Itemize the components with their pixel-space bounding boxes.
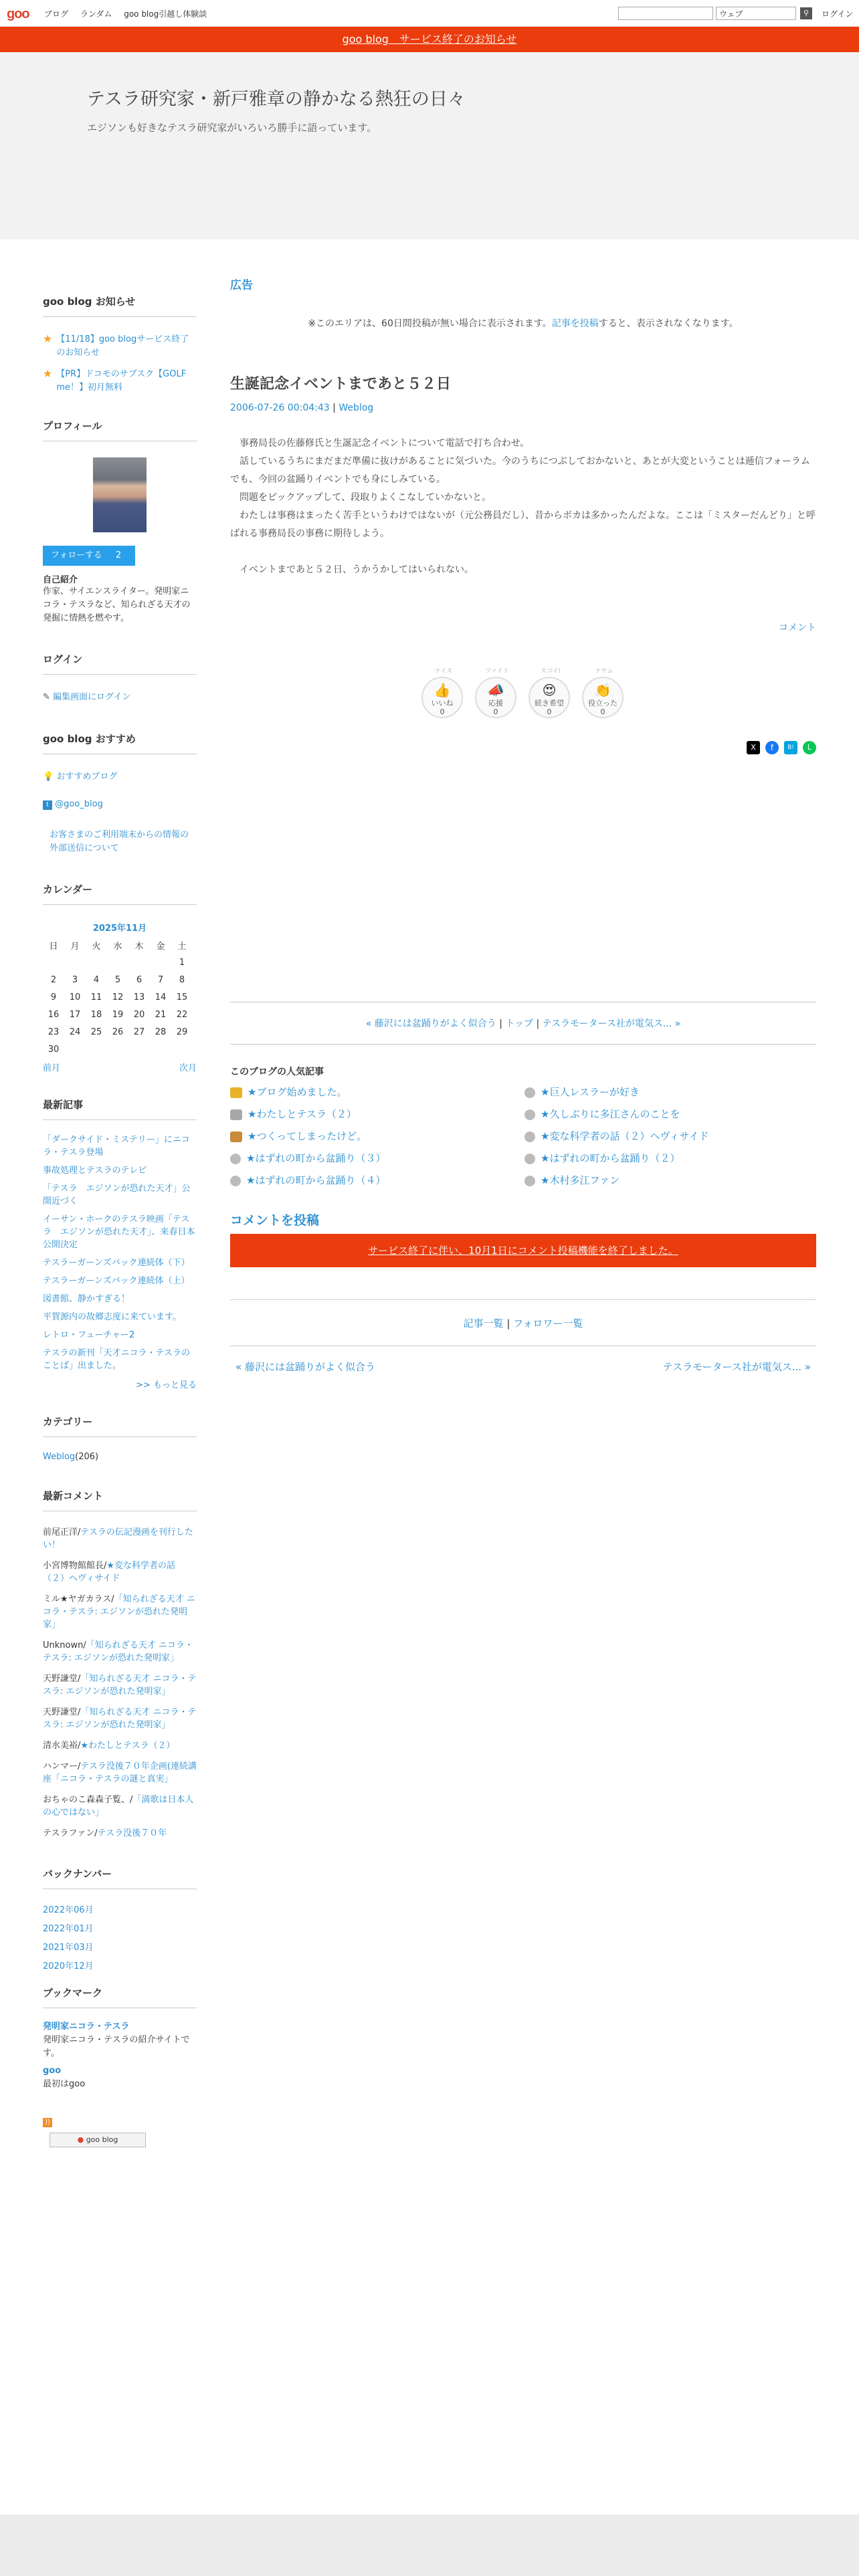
calendar-day bbox=[171, 1041, 193, 1058]
calendar-day: 26 bbox=[112, 1027, 124, 1037]
rank-circle-icon bbox=[230, 1176, 241, 1186]
crown-silver-icon bbox=[230, 1109, 242, 1120]
article-date[interactable]: 2006-07-26 00:04:43 bbox=[230, 403, 330, 413]
calendar-day: 17 bbox=[69, 1009, 81, 1020]
calendar-day: 23 bbox=[47, 1027, 60, 1037]
news-heading: goo blog お知らせ bbox=[43, 294, 197, 317]
backnumber-link[interactable]: 2020年12月 bbox=[43, 1961, 94, 1971]
twitter-icon: t bbox=[43, 800, 52, 810]
calendar-day: 9 bbox=[50, 992, 57, 1002]
category-heading: カテゴリー bbox=[43, 1414, 197, 1437]
calendar-week bbox=[43, 1006, 193, 1023]
recent-comment bbox=[43, 1794, 197, 1819]
recent-articles-heading: 最新記事 bbox=[43, 1097, 197, 1120]
recent-article-link[interactable]: 平賀源内の故郷志度に来ています。 bbox=[43, 1312, 181, 1322]
article-body bbox=[230, 435, 816, 579]
calendar-day bbox=[64, 1041, 86, 1058]
popular-item bbox=[524, 1085, 640, 1099]
hatena-bookmark-icon[interactable]: B! bbox=[784, 741, 797, 754]
calendar-day: 19 bbox=[112, 1009, 124, 1020]
calendar-day bbox=[107, 954, 128, 971]
news-list bbox=[43, 333, 197, 395]
recent-comments-heading: 最新コメント bbox=[43, 1489, 197, 1511]
top-link-blog[interactable]: ブログ bbox=[44, 9, 69, 19]
rank-circle-icon bbox=[524, 1109, 535, 1120]
popular-item bbox=[230, 1151, 385, 1165]
calendar-day: 21 bbox=[155, 1009, 167, 1020]
profile-heading: プロフィール bbox=[43, 419, 197, 441]
comment-article-link[interactable]: ★変な科学者の話（２）ヘヴィサイド bbox=[43, 1561, 176, 1584]
blog-top-link[interactable]: トップ bbox=[505, 1018, 534, 1029]
facebook-share-icon[interactable]: f bbox=[765, 741, 779, 754]
reaction-helpful-button[interactable] bbox=[582, 668, 624, 718]
goo-badge-logo-icon: ● bbox=[77, 2135, 84, 2144]
calendar-week bbox=[43, 1023, 193, 1041]
recommend-heading: goo blog おすすめ bbox=[43, 732, 197, 754]
prev-article-link[interactable]: « 藤沢には盆踊りがよく似合う bbox=[365, 1018, 496, 1029]
calendar-day: 12 bbox=[112, 992, 124, 1002]
popular-link[interactable]: ★ブログ始めました。 bbox=[248, 1086, 347, 1098]
calendar-day: 15 bbox=[176, 992, 188, 1002]
calendar-next-link[interactable]: 次月 bbox=[179, 1063, 197, 1073]
popular-list bbox=[230, 1085, 816, 1198]
category-link[interactable]: Weblog bbox=[43, 1452, 76, 1462]
calendar-week bbox=[43, 1041, 193, 1058]
recent-article-link[interactable]: イーサン・ホークのテスラ映画「テスラ エジソンが恐れた天才」、来春日本公開決定 bbox=[43, 1214, 195, 1250]
calendar-day: 30 bbox=[47, 1044, 60, 1055]
twitter-link[interactable]: @goo_blog bbox=[55, 799, 103, 809]
post-article-link[interactable]: 記事を投稿 bbox=[551, 318, 599, 329]
recent-article-link[interactable]: テスラーガーンズバック連続体（下） bbox=[43, 1258, 190, 1268]
recent-article-link[interactable]: テスラの新刊「天才ニコラ・テスラのことば」出ました。 bbox=[43, 1348, 190, 1371]
reaction-label: いいね bbox=[431, 699, 454, 708]
top-link-moving[interactable]: goo blog引越し体験談 bbox=[124, 9, 207, 19]
weekday: 木 bbox=[134, 941, 144, 952]
backnumber-heading: バックナンバー bbox=[43, 1866, 197, 1889]
reaction-more-button[interactable] bbox=[529, 668, 570, 718]
calendar-day: 20 bbox=[133, 1009, 145, 1020]
bookmark-link[interactable]: 発明家ニコラ・テスラ bbox=[43, 2022, 130, 2032]
comment-author: 天野謙堂/ bbox=[43, 1674, 81, 1684]
crown-bronze-icon bbox=[230, 1132, 242, 1142]
comment-article-link[interactable]: 「知られざる天才 ニコラ・テスラ: エジソンが恐れた発明家」 bbox=[43, 1594, 195, 1630]
article-meta bbox=[230, 403, 816, 413]
category-count: (206) bbox=[75, 1452, 99, 1462]
popular-item bbox=[230, 1173, 385, 1187]
recent-comment bbox=[43, 1739, 197, 1752]
bookmark-desc: 最初はgoo bbox=[43, 2079, 86, 2089]
calendar-month: 2025年11月 bbox=[92, 924, 147, 934]
editor-login-link[interactable]: 編集画面にログイン bbox=[53, 692, 131, 702]
megaphone-icon: 📣 bbox=[487, 682, 504, 698]
calendar-day bbox=[150, 954, 171, 971]
comment-author: 天野謙堂/ bbox=[43, 1707, 81, 1717]
comment-author: テスラファン/ bbox=[43, 1828, 98, 1838]
calendar-day: 13 bbox=[133, 992, 145, 1002]
popular-item bbox=[524, 1173, 619, 1187]
calendar-day: 4 bbox=[93, 974, 100, 985]
follow-count: 2 bbox=[115, 550, 122, 560]
comment-article-link[interactable]: 「知られざる天才 ニコラ・テスラ: エジソンが恐れた発明家」 bbox=[43, 1674, 197, 1697]
weekday: 水 bbox=[113, 941, 122, 952]
bookmark-list bbox=[43, 2020, 197, 2091]
goo-logo[interactable]: goo bbox=[7, 7, 29, 21]
ad-notice bbox=[230, 316, 816, 330]
pencil-icon: ✎ bbox=[43, 692, 50, 702]
popular-link[interactable]: ★つくってしまったけど。 bbox=[248, 1130, 367, 1142]
calendar-day: 7 bbox=[157, 974, 164, 985]
rank-circle-icon bbox=[230, 1154, 241, 1164]
intro-text: 作家、サイエンスライター。発明家ニコラ・テスラなど、知られざる天才の発掘に情熱を燃やす。 bbox=[43, 586, 191, 623]
heart-eyes-icon: 😍 bbox=[542, 682, 557, 698]
top-link-random[interactable]: ランダム bbox=[80, 9, 112, 19]
calendar-day bbox=[107, 1041, 128, 1058]
reaction-tag: ファイト bbox=[485, 668, 509, 675]
article-title[interactable]: 生誕記念イベントまであと５２日 bbox=[230, 376, 452, 393]
top-links bbox=[44, 8, 216, 19]
profile-avatar[interactable] bbox=[93, 457, 147, 532]
comment-author: Unknown/ bbox=[43, 1640, 86, 1650]
star-icon: ★ bbox=[43, 332, 53, 345]
calendar-weekdays bbox=[43, 936, 193, 954]
weekday: 土 bbox=[177, 941, 187, 952]
bookmark-heading: ブックマーク bbox=[43, 1985, 197, 2008]
rank-circle-icon bbox=[524, 1176, 535, 1186]
lightbulb-icon: 💡 bbox=[43, 772, 54, 782]
reaction-label: 続き希望 bbox=[535, 699, 564, 708]
comment-author: ハンマー/ bbox=[43, 1761, 81, 1772]
weekday: 月 bbox=[70, 941, 80, 952]
recommend-item bbox=[43, 769, 197, 782]
recent-article-link[interactable]: テスラーガーンズバック連続体（上） bbox=[43, 1276, 190, 1286]
recent-comment bbox=[43, 1560, 197, 1585]
backnumber-link[interactable]: 2022年01月 bbox=[43, 1924, 94, 1934]
reaction-tag: スゴイ! bbox=[540, 668, 561, 675]
reaction-tag: ナヤム bbox=[595, 668, 613, 675]
page-footer bbox=[0, 2514, 859, 2576]
search-input[interactable] bbox=[618, 7, 713, 20]
news-link-golf[interactable]: 【PR】ドコモのサブスク【GOLF me！】初月無料 bbox=[56, 369, 187, 393]
blog-description: エジソンも好きなテスラ研究家がいろいろ勝手に語っています。 bbox=[87, 122, 377, 134]
recent-article-link[interactable]: レトロ・フューチャー2 bbox=[43, 1330, 135, 1340]
rank-circle-icon bbox=[524, 1154, 535, 1164]
comment-post-heading: コメントを投稿 bbox=[230, 1213, 320, 1228]
search-scope-select[interactable]: ウェブ bbox=[716, 7, 796, 20]
service-end-link[interactable]: goo blog サービス終了のお知らせ bbox=[342, 33, 517, 45]
article-paragraph: 問題をピックアップして、段取りよくこなしていかないと。 bbox=[240, 492, 492, 503]
calendar-day: 1 bbox=[179, 957, 185, 968]
calendar-day: 14 bbox=[155, 992, 167, 1002]
weekday: 火 bbox=[92, 941, 101, 952]
popular-link[interactable]: ★はずれの町から盆踊り（３） bbox=[246, 1152, 386, 1164]
calendar-day: 8 bbox=[179, 974, 185, 985]
comment-article-link[interactable]: 「知られざる天才 ニコラ・テスラ: エジソンが恐れた発明家」 bbox=[43, 1707, 197, 1730]
article-category[interactable]: Weblog bbox=[339, 403, 374, 413]
article-nav: « 藤沢には盆踊りがよく似合う | トップ | テスラモータース社が電気ス... » bbox=[230, 1002, 816, 1045]
rss-icon[interactable]: )) bbox=[43, 2118, 52, 2127]
comment-author: ミル★ヤガカラス/ bbox=[43, 1594, 114, 1604]
weekday: 金 bbox=[156, 941, 165, 952]
bookmark-link[interactable]: goo bbox=[43, 2066, 62, 2076]
reaction-tag: ナイス bbox=[434, 668, 453, 675]
recent-comment bbox=[43, 1593, 197, 1631]
top-bar bbox=[0, 0, 859, 27]
blog-header bbox=[0, 52, 859, 239]
calendar-day: 27 bbox=[133, 1027, 145, 1037]
recommend-blogs-link[interactable]: おすすめブログ bbox=[56, 772, 118, 782]
bottom-prev-link[interactable]: « 藤沢には盆踊りがよく似合う bbox=[235, 1361, 375, 1373]
recent-comment bbox=[43, 1639, 197, 1665]
popular-link[interactable]: ★はずれの町から盆踊り（４） bbox=[246, 1174, 386, 1186]
popular-item bbox=[230, 1085, 347, 1099]
calendar-day bbox=[86, 954, 107, 971]
popular-item bbox=[524, 1107, 680, 1121]
popular-item bbox=[230, 1129, 367, 1143]
comment-author: 清水美裕/ bbox=[43, 1741, 81, 1751]
bookmark-desc: 発明家ニコラ・テスラの紹介サイトです。 bbox=[43, 2035, 190, 2058]
comment-article-link[interactable]: 「満歌は日本人の心ではない」 bbox=[43, 1795, 194, 1818]
comment-article-link[interactable]: テスラの伝記漫画を刊行したい！ bbox=[43, 1527, 193, 1550]
calendar-day: 22 bbox=[176, 1009, 188, 1020]
recent-article-link[interactable]: 「ダークサイド・ミステリー」にニコラ・テスラ登場 bbox=[43, 1135, 190, 1158]
x-share-icon[interactable]: X bbox=[747, 741, 760, 754]
popular-link[interactable]: ★巨人レスラーが好き bbox=[541, 1086, 640, 1098]
login-heading: ログイン bbox=[43, 652, 197, 675]
recent-article-link[interactable]: 事故処理とテスラのテレビ bbox=[43, 1166, 147, 1176]
follower-list-link[interactable]: フォロワー一覧 bbox=[513, 1317, 583, 1329]
backnumber-link[interactable]: 2021年03月 bbox=[43, 1943, 94, 1953]
reaction-buttons bbox=[230, 661, 816, 741]
comment-author: 小宮博物館館長/ bbox=[43, 1561, 107, 1571]
external-info-link[interactable]: お客さまのご利用端末からの情報の外部送信について bbox=[50, 830, 189, 853]
recent-comment bbox=[43, 1706, 197, 1731]
popular-item bbox=[230, 1107, 357, 1121]
main-content bbox=[230, 276, 816, 1374]
calendar-day bbox=[86, 1041, 107, 1058]
reaction-count: 0 bbox=[493, 708, 498, 716]
follow-label: フォローする bbox=[51, 550, 102, 560]
calendar-week bbox=[43, 971, 193, 988]
next-article-link[interactable]: テスラモータース社が電気ス... » bbox=[542, 1018, 681, 1029]
recent-article-link[interactable]: 図書館、静かすぎる！ bbox=[43, 1294, 130, 1304]
backnumber-list bbox=[43, 1901, 197, 1971]
recent-comment bbox=[43, 1827, 197, 1840]
service-end-banner bbox=[0, 27, 859, 52]
comment-closed-link[interactable]: サービス終了に伴い、10月1日にコメント投稿機能を終了しました。 bbox=[368, 1245, 678, 1257]
list-links: 記事一覧 | フォロワー一覧 bbox=[230, 1299, 816, 1346]
comment-author: おちゃのこ森森子覧、/ bbox=[43, 1795, 133, 1805]
popular-link[interactable]: ★木村多江ファン bbox=[541, 1174, 620, 1186]
article-paragraph bbox=[230, 543, 816, 561]
reaction-cheer-button[interactable] bbox=[475, 668, 516, 718]
calendar-day: 25 bbox=[90, 1027, 102, 1037]
sidebar bbox=[43, 294, 197, 2147]
article-list-link[interactable]: 記事一覧 bbox=[463, 1317, 504, 1329]
crown-gold-icon bbox=[230, 1087, 242, 1098]
calendar-day: 24 bbox=[69, 1027, 81, 1037]
comment-article-link[interactable]: テスラ没後７０年企画(連続講座「ニコラ・テスラの謎と真実」 bbox=[43, 1761, 197, 1784]
calendar-day bbox=[128, 954, 150, 971]
calendar-day: 16 bbox=[47, 1009, 60, 1020]
calendar-day: 10 bbox=[69, 992, 81, 1002]
comment-article-link[interactable]: テスラ没後７０年 bbox=[97, 1828, 167, 1838]
calendar-day: 2 bbox=[50, 974, 57, 985]
recent-comments-list bbox=[43, 1526, 197, 1840]
intro-label: 自己紹介 bbox=[43, 575, 78, 585]
popular-link[interactable]: ★変な科学者の話（２）ヘヴィサイド bbox=[541, 1130, 709, 1142]
reaction-like-button[interactable] bbox=[421, 668, 463, 718]
reaction-count: 0 bbox=[440, 708, 445, 716]
recent-comment bbox=[43, 1673, 197, 1698]
goo-badge-label: goo blog bbox=[86, 2135, 118, 2144]
comment-closed-banner bbox=[230, 1234, 816, 1267]
calendar-day: 6 bbox=[136, 974, 142, 985]
bottom-next-link[interactable]: テスラモータース社が電気ス... » bbox=[662, 1361, 811, 1373]
recent-comment bbox=[43, 1760, 197, 1786]
recent-article-link[interactable]: 「テスラ エジソンが恐れた天才」公開近づく bbox=[43, 1184, 191, 1206]
recent-comment bbox=[43, 1526, 197, 1551]
popular-link[interactable]: ★久しぶりに多江さんのことを bbox=[541, 1108, 680, 1120]
reaction-label: 応援 bbox=[488, 699, 503, 708]
comment-author: 前尾正洋/ bbox=[43, 1527, 81, 1537]
calendar-day bbox=[43, 954, 64, 971]
reaction-label: 役立った bbox=[588, 699, 617, 708]
share-buttons bbox=[230, 741, 816, 754]
rank-circle-icon bbox=[524, 1132, 535, 1142]
calendar-day bbox=[150, 1041, 171, 1058]
calendar-heading: カレンダー bbox=[43, 882, 197, 905]
goo-blog-badge[interactable] bbox=[50, 2133, 146, 2147]
calendar-day: 18 bbox=[90, 1009, 102, 1020]
ad-notice-text: ※このエリアは、60日間投稿が無い場合に表示されます。 bbox=[308, 318, 552, 329]
search-icon[interactable]: ⚲ bbox=[800, 7, 812, 19]
popular-link[interactable]: ★はずれの町から盆踊り（２） bbox=[541, 1152, 680, 1164]
bottom-nav bbox=[230, 1360, 816, 1374]
calendar-prev-link[interactable]: 前月 bbox=[43, 1063, 61, 1073]
article-paragraph: 事務局長の佐藤修氏と生誕記念イベントについて電話で打ち合わせ。 bbox=[240, 438, 530, 449]
login-link[interactable]: ログイン bbox=[822, 9, 854, 19]
news-item bbox=[43, 368, 197, 395]
ad-heading: 広告 bbox=[230, 279, 253, 292]
reaction-count: 0 bbox=[600, 708, 605, 716]
recommend-item bbox=[43, 799, 197, 810]
backnumber-link[interactable]: 2022年06月 bbox=[43, 1905, 94, 1915]
calendar-day bbox=[128, 1041, 150, 1058]
news-item bbox=[43, 333, 197, 360]
rank-circle-icon bbox=[524, 1087, 535, 1098]
clap-icon: 👏 bbox=[594, 682, 611, 698]
blog-title[interactable]: テスラ研究家・新戸雅章の静かなる熱狂の日々 bbox=[87, 89, 466, 110]
popular-item bbox=[524, 1151, 680, 1165]
comment-article-link[interactable]: ★わたしとテスラ（２） bbox=[80, 1741, 175, 1751]
comment-link[interactable]: コメント bbox=[779, 623, 816, 633]
weekday: 日 bbox=[49, 941, 58, 952]
star-icon: ★ bbox=[43, 367, 53, 380]
article-paragraph: 話しているうちにまだまだ準備に抜けがあることに気づいた。今のうちにつぶしておかないと、あとが大変ということは逓信フォーラムでも、今回の盆踊りイベントでも身にしみている。 bbox=[230, 456, 810, 485]
calendar-week bbox=[43, 988, 193, 1006]
meta-separator: | bbox=[332, 403, 336, 413]
thumbs-up-icon: 👍 bbox=[434, 682, 451, 698]
reaction-count: 0 bbox=[547, 708, 552, 716]
ad-notice-text-tail: すると、表示されなくなります。 bbox=[598, 318, 739, 329]
popular-heading: このブログの人気記事 bbox=[230, 1067, 324, 1077]
follow-button[interactable] bbox=[43, 546, 135, 566]
popular-item bbox=[524, 1129, 709, 1143]
calendar-nav bbox=[43, 1061, 197, 1073]
calendar-day: 3 bbox=[72, 974, 78, 985]
calendar-day: 5 bbox=[114, 974, 121, 985]
comment-article-link[interactable]: 「知られざる天才 ニコラ・テスラ: エジソンが恐れた発明家」 bbox=[43, 1640, 193, 1663]
more-articles-link[interactable]: >> もっと見る bbox=[136, 1380, 197, 1390]
calendar-week bbox=[43, 954, 193, 971]
calendar-day: 29 bbox=[176, 1027, 188, 1037]
article-paragraph: イベントまであと５２日、うかうかしてはいられない。 bbox=[240, 564, 474, 575]
category-item bbox=[43, 1452, 197, 1462]
calendar-day: 11 bbox=[90, 992, 102, 1002]
line-share-icon[interactable]: L bbox=[803, 741, 816, 754]
recent-articles-list bbox=[43, 1134, 197, 1372]
calendar-grid bbox=[43, 936, 193, 1058]
article-paragraph: わたしは事務はまったく苦手というわけではないが（元公務員だし）、昔からボカは多かったんだよな。ここは「ミスターだんどり」と呼ばれる事務局長の事務に期待しよう。 bbox=[230, 510, 816, 539]
popular-link[interactable]: ★わたしとテスラ（２） bbox=[248, 1108, 357, 1120]
news-link-service-end[interactable]: 【11/18】goo blogサービス終了のお知らせ bbox=[56, 334, 189, 358]
editor-login-row bbox=[43, 689, 197, 702]
calendar-day: 28 bbox=[155, 1027, 167, 1037]
calendar-day bbox=[64, 954, 86, 971]
